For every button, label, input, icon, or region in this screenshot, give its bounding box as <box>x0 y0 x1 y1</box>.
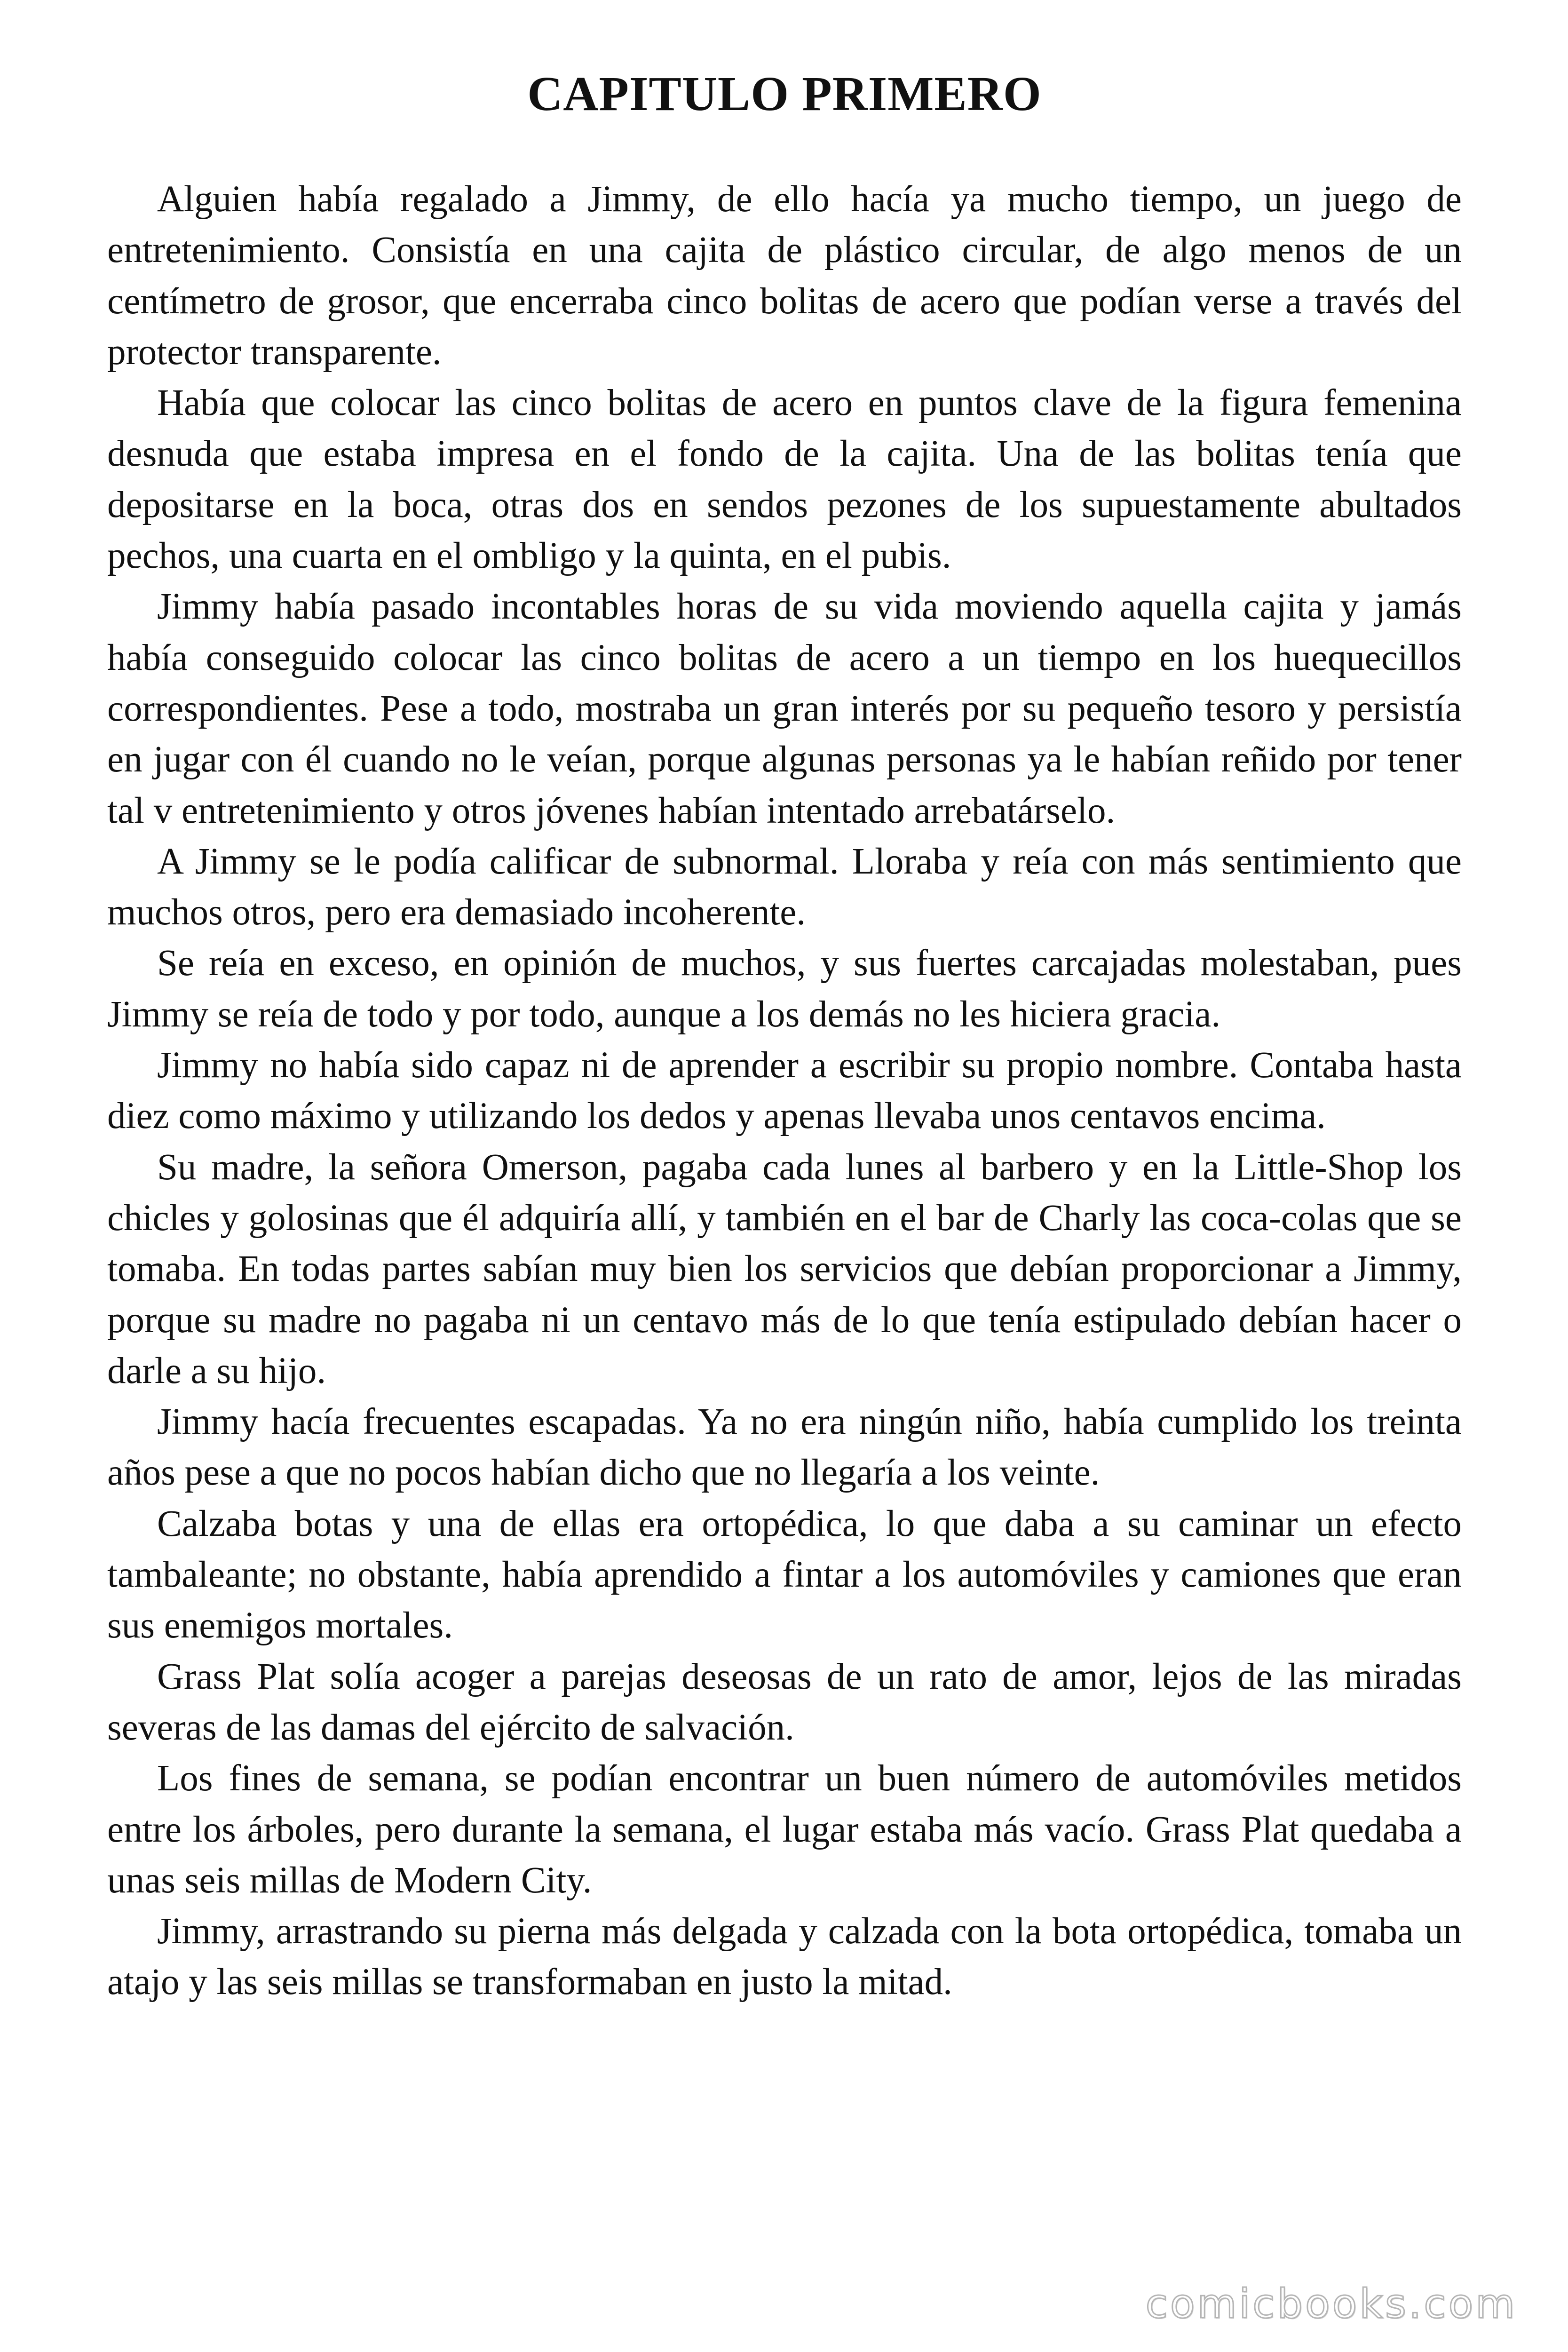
paragraph: Jimmy hacía frecuentes escapadas. Ya no era ningún niño, había cumplido los treinta años pese a que no pocos habían dicho que no llegaría a los veinte. <box>107 1401 1462 1494</box>
watermark: comicbooks.com <box>1145 2280 1517 2328</box>
book-page <box>107 61 1462 2008</box>
paragraph: Alguien había regalado a Jimmy, de ello hacía ya mucho tiempo, un juego de entretenimiento. Consistía en una cajita de plástico circular, de algo menos de un centímetro de grosor, que encerraba cinco bolitas de acero que podían verse a través del protector transparente. <box>107 179 1462 373</box>
paragraph: Los fines de semana, se podían encontrar un buen número de automóviles metidos entre los árboles, pero durante la semana, el lugar estaba más vacío. Grass Plat quedaba a unas seis millas de Modern City. <box>107 1758 1462 1901</box>
paragraph: Calzaba botas y una de ellas era ortopédica, lo que daba a su caminar un efecto tambaleante; no obstante, había aprendido a fintar a los automóviles y camiones que eran sus enemigos mortales. <box>107 1503 1462 1646</box>
chapter-title: CAPITULO PRIMERO <box>527 67 1042 121</box>
paragraph: Jimmy no había sido capaz ni de aprender a escribir su propio nombre. Contaba hasta diez como máximo y utilizando los dedos y apenas llevaba unos centavos encima. <box>107 1045 1462 1137</box>
chapter-body <box>107 174 1462 2008</box>
paragraph: A Jimmy se le podía calificar de subnormal. Lloraba y reía con más sentimiento que muchos otros, pero era demasiado incoherente. <box>107 841 1462 933</box>
paragraph: Su madre, la señora Omerson, pagaba cada lunes al barbero y en la Little-Shop los chicles y golosinas que él adquiría allí, y también en el bar de Charly las coca-colas que se tomaba. En todas partes sabían muy bien los servicios que debían proporcionar a Jimmy, porque su madre no pagaba ni un centavo más de lo que tenía estipulado debían hacer o darle a su hijo. <box>107 1146 1462 1391</box>
paragraph: Había que colocar las cinco bolitas de acero en puntos clave de la figura femenina desnuda que estaba impresa en el fondo de la cajita. Una de las bolitas tenía que depositarse en la boca, otras dos en sendos pezones de los supuestamente abultados pechos, una cuarta en el ombligo y la quinta, en el pubis. <box>107 382 1462 577</box>
paragraph: Grass Plat solía acoger a parejas deseosas de un rato de amor, lejos de las miradas severas de las damas del ejército de salvación. <box>107 1656 1462 1748</box>
paragraph: Se reía en exceso, en opinión de muchos, y sus fuertes carcajadas molestaban, pues Jimmy se reía de todo y por todo, aunque a los demás no les hiciera gracia. <box>107 943 1462 1035</box>
paragraph: Jimmy había pasado incontables horas de su vida moviendo aquella cajita y jamás había conseguido colocar las cinco bolitas de acero a un tiempo en los huequecillos correspondientes. Pese a todo, mostraba un gran interés por su pequeño tesoro y persistía en jugar con él cuando no le veían, porque algunas personas ya le habían reñido por tener tal v entretenimiento y otros jóvenes habían intentado arrebatárselo. <box>107 586 1462 831</box>
paragraph: Jimmy, arrastrando su pierna más delgada y calzada con la bota ortopédica, tomaba un atajo y las seis millas se transformaban en justo la mitad. <box>107 1911 1462 2003</box>
